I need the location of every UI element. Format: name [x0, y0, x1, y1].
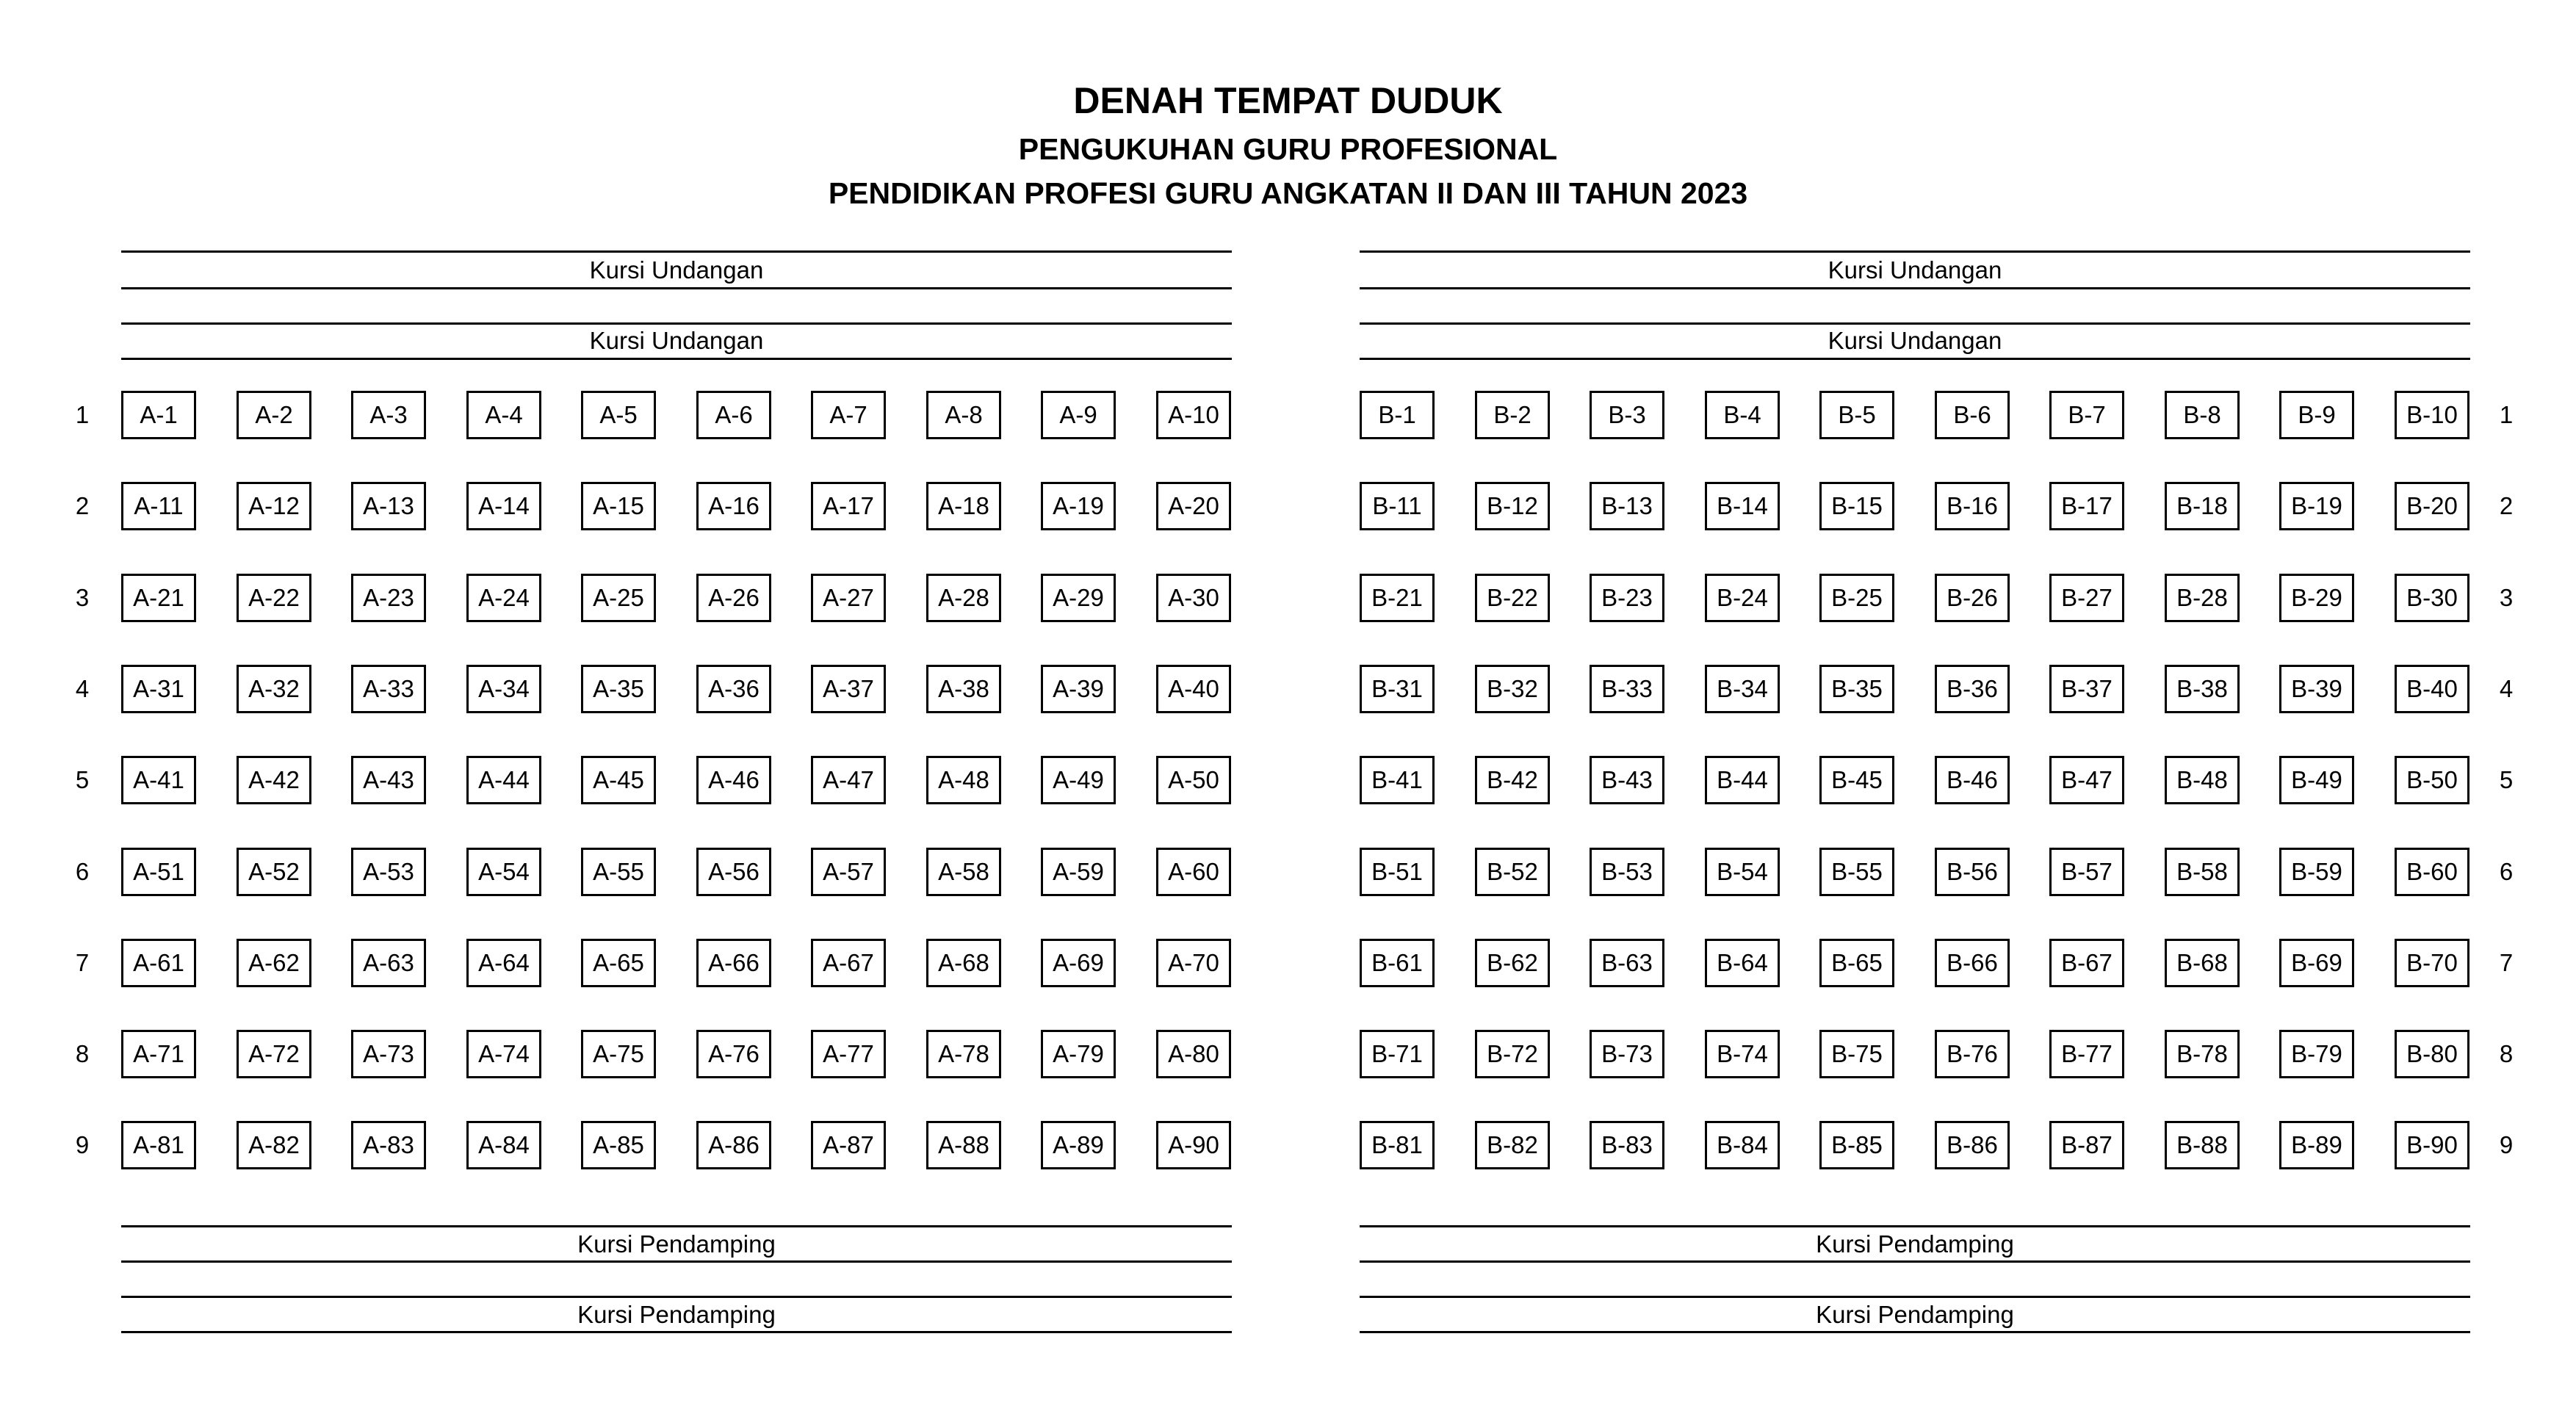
seat: B-23	[1590, 574, 1664, 622]
seat: A-37	[811, 665, 886, 713]
seat: A-10	[1156, 391, 1231, 439]
seat: A-66	[696, 939, 771, 987]
seat: A-3	[351, 391, 426, 439]
companion-seats-label: Kursi Pendamping	[1816, 1230, 2014, 1258]
seat: A-81	[121, 1121, 196, 1169]
seat: B-82	[1475, 1121, 1550, 1169]
seat: A-28	[926, 574, 1001, 622]
seat: A-41	[121, 756, 196, 804]
seat: B-53	[1590, 848, 1664, 896]
seat: A-14	[466, 482, 541, 530]
companion-seats-label: Kursi Pendamping	[577, 1301, 776, 1328]
seat: B-42	[1475, 756, 1550, 804]
row-number: 7	[2499, 949, 2514, 976]
seat: B-61	[1360, 939, 1435, 987]
seat: A-12	[237, 482, 311, 530]
seat: B-79	[2279, 1030, 2354, 1078]
seat: B-12	[1475, 482, 1550, 530]
seat: B-30	[2395, 574, 2469, 622]
seat: B-40	[2395, 665, 2469, 713]
seat: A-89	[1041, 1121, 1116, 1169]
seat: A-25	[581, 574, 656, 622]
seat: A-44	[466, 756, 541, 804]
divider-line	[1360, 250, 2470, 253]
row-number: 8	[75, 1040, 90, 1067]
seat: A-60	[1156, 848, 1231, 896]
row-number: 5	[75, 766, 90, 793]
seat: A-21	[121, 574, 196, 622]
seat: B-87	[2049, 1121, 2124, 1169]
seat: B-26	[1935, 574, 2010, 622]
seat: A-39	[1041, 665, 1116, 713]
invited-seats-label: Kursi Undangan	[1828, 327, 2002, 354]
divider-line	[1360, 287, 2470, 289]
row-number: 1	[75, 401, 90, 428]
seat: B-50	[2395, 756, 2469, 804]
seat: A-71	[121, 1030, 196, 1078]
divider-line	[121, 1331, 1232, 1333]
seat: B-51	[1360, 848, 1435, 896]
seat: A-19	[1041, 482, 1116, 530]
seat: A-76	[696, 1030, 771, 1078]
divider-line	[121, 358, 1232, 360]
seat: A-38	[926, 665, 1001, 713]
seat: B-66	[1935, 939, 2010, 987]
invited-seats-label: Kursi Undangan	[589, 327, 764, 354]
seat: A-79	[1041, 1030, 1116, 1078]
seat: A-35	[581, 665, 656, 713]
seat: B-39	[2279, 665, 2354, 713]
seat: A-85	[581, 1121, 656, 1169]
row-number: 6	[75, 858, 90, 885]
seat: B-15	[1819, 482, 1894, 530]
seat: B-16	[1935, 482, 2010, 530]
seat: B-2	[1475, 391, 1550, 439]
seat: A-57	[811, 848, 886, 896]
seat: A-58	[926, 848, 1001, 896]
seat: B-20	[2395, 482, 2469, 530]
seat: A-4	[466, 391, 541, 439]
seat: B-11	[1360, 482, 1435, 530]
row-number: 9	[75, 1131, 90, 1158]
row-number: 3	[2499, 584, 2514, 611]
seat: B-73	[1590, 1030, 1664, 1078]
page-subtitle: PENGUKUHAN GURU PROFESIONAL	[1018, 132, 1558, 166]
seat: B-84	[1705, 1121, 1780, 1169]
seat: A-72	[237, 1030, 311, 1078]
seat: B-54	[1705, 848, 1780, 896]
seat: B-78	[2165, 1030, 2240, 1078]
seat: B-14	[1705, 482, 1780, 530]
seat: A-82	[237, 1121, 311, 1169]
seat: B-44	[1705, 756, 1780, 804]
companion-seats-label: Kursi Pendamping	[1816, 1301, 2014, 1328]
seat: B-33	[1590, 665, 1664, 713]
seat: B-86	[1935, 1121, 2010, 1169]
seat: B-60	[2395, 848, 2469, 896]
seat: B-59	[2279, 848, 2354, 896]
seat: A-54	[466, 848, 541, 896]
seat: A-26	[696, 574, 771, 622]
row-number: 8	[2499, 1040, 2514, 1067]
seat: B-70	[2395, 939, 2469, 987]
seat: A-29	[1041, 574, 1116, 622]
row-number: 3	[75, 584, 90, 611]
divider-line	[1360, 358, 2470, 360]
seat: B-72	[1475, 1030, 1550, 1078]
row-number: 1	[2499, 401, 2514, 428]
seat: A-84	[466, 1121, 541, 1169]
seat: B-17	[2049, 482, 2124, 530]
divider-line	[1360, 1260, 2470, 1263]
seat: B-47	[2049, 756, 2124, 804]
seat: A-40	[1156, 665, 1231, 713]
seat: A-33	[351, 665, 426, 713]
row-number: 6	[2499, 858, 2514, 885]
seat: B-88	[2165, 1121, 2240, 1169]
seat: B-68	[2165, 939, 2240, 987]
seat: A-13	[351, 482, 426, 530]
seat: B-7	[2049, 391, 2124, 439]
divider-line	[121, 287, 1232, 289]
seat: B-80	[2395, 1030, 2469, 1078]
invited-seats-label: Kursi Undangan	[589, 256, 764, 284]
seat: B-76	[1935, 1030, 2010, 1078]
seat: B-6	[1935, 391, 2010, 439]
seat: B-31	[1360, 665, 1435, 713]
seat: B-52	[1475, 848, 1550, 896]
seat: A-11	[121, 482, 196, 530]
seat: A-46	[696, 756, 771, 804]
invited-seats-label: Kursi Undangan	[1828, 256, 2002, 284]
seat: A-86	[696, 1121, 771, 1169]
seat: A-24	[466, 574, 541, 622]
seat: A-88	[926, 1121, 1001, 1169]
seat: B-35	[1819, 665, 1894, 713]
seat: A-16	[696, 482, 771, 530]
seat: B-25	[1819, 574, 1894, 622]
seat: A-2	[237, 391, 311, 439]
seat: A-90	[1156, 1121, 1231, 1169]
seat: B-28	[2165, 574, 2240, 622]
seat: B-62	[1475, 939, 1550, 987]
seat: A-69	[1041, 939, 1116, 987]
seat: B-41	[1360, 756, 1435, 804]
seat: A-23	[351, 574, 426, 622]
page-subtitle-2: PENDIDIKAN PROFESI GURU ANGKATAN II DAN III TAHUN 2023	[828, 176, 1748, 210]
seat: B-4	[1705, 391, 1780, 439]
seat: B-55	[1819, 848, 1894, 896]
seat: B-36	[1935, 665, 2010, 713]
seat: B-74	[1705, 1030, 1780, 1078]
seat: B-57	[2049, 848, 2124, 896]
seat: B-32	[1475, 665, 1550, 713]
seat: A-47	[811, 756, 886, 804]
seat: A-59	[1041, 848, 1116, 896]
seat: A-6	[696, 391, 771, 439]
seat: B-49	[2279, 756, 2354, 804]
seat: B-29	[2279, 574, 2354, 622]
seat: A-42	[237, 756, 311, 804]
seat: A-80	[1156, 1030, 1231, 1078]
seat: A-18	[926, 482, 1001, 530]
seat: B-21	[1360, 574, 1435, 622]
row-number: 2	[2499, 492, 2514, 519]
seat: A-67	[811, 939, 886, 987]
seat: B-77	[2049, 1030, 2124, 1078]
seat: A-74	[466, 1030, 541, 1078]
divider-line	[121, 250, 1232, 253]
seat: A-34	[466, 665, 541, 713]
seat: A-9	[1041, 391, 1116, 439]
seat: B-46	[1935, 756, 2010, 804]
seat: B-83	[1590, 1121, 1664, 1169]
seat: A-50	[1156, 756, 1231, 804]
seat: B-10	[2395, 391, 2469, 439]
seat: B-13	[1590, 482, 1664, 530]
row-number: 4	[2499, 675, 2514, 702]
seat: B-65	[1819, 939, 1894, 987]
seat: A-49	[1041, 756, 1116, 804]
seat: B-3	[1590, 391, 1664, 439]
seat: A-51	[121, 848, 196, 896]
row-number: 7	[75, 949, 90, 976]
seat: B-89	[2279, 1121, 2354, 1169]
seat: B-48	[2165, 756, 2240, 804]
seat: B-1	[1360, 391, 1435, 439]
seat: B-27	[2049, 574, 2124, 622]
seat: A-68	[926, 939, 1001, 987]
seat: B-18	[2165, 482, 2240, 530]
seat: B-37	[2049, 665, 2124, 713]
row-number: 9	[2499, 1131, 2514, 1158]
seat: A-62	[237, 939, 311, 987]
seat: B-90	[2395, 1121, 2469, 1169]
seat: A-56	[696, 848, 771, 896]
seat: A-7	[811, 391, 886, 439]
seat: B-22	[1475, 574, 1550, 622]
seat: A-77	[811, 1030, 886, 1078]
seat: A-30	[1156, 574, 1231, 622]
seat: A-43	[351, 756, 426, 804]
seat: A-87	[811, 1121, 886, 1169]
seat: A-22	[237, 574, 311, 622]
seat: B-5	[1819, 391, 1894, 439]
seat: A-70	[1156, 939, 1231, 987]
seat: B-45	[1819, 756, 1894, 804]
seat: B-64	[1705, 939, 1780, 987]
seat: A-36	[696, 665, 771, 713]
seat: A-73	[351, 1030, 426, 1078]
row-number: 2	[75, 492, 90, 519]
seat: A-64	[466, 939, 541, 987]
section-a	[121, 0, 1232, 1414]
seat: A-55	[581, 848, 656, 896]
seat: A-31	[121, 665, 196, 713]
seat: A-78	[926, 1030, 1001, 1078]
seat: A-61	[121, 939, 196, 987]
seat: B-56	[1935, 848, 2010, 896]
seat: A-27	[811, 574, 886, 622]
seat: B-75	[1819, 1030, 1894, 1078]
seat: B-8	[2165, 391, 2240, 439]
seat: B-43	[1590, 756, 1664, 804]
page-title: DENAH TEMPAT DUDUK	[1073, 80, 1503, 121]
seat: B-34	[1705, 665, 1780, 713]
seat: A-63	[351, 939, 426, 987]
seat: A-8	[926, 391, 1001, 439]
divider-line	[1360, 1331, 2470, 1333]
seat: A-83	[351, 1121, 426, 1169]
seat: B-9	[2279, 391, 2354, 439]
seat: A-20	[1156, 482, 1231, 530]
seat: B-38	[2165, 665, 2240, 713]
seat: B-85	[1819, 1121, 1894, 1169]
seat: A-53	[351, 848, 426, 896]
seat: A-15	[581, 482, 656, 530]
seat: A-65	[581, 939, 656, 987]
seat: A-5	[581, 391, 656, 439]
section-b	[1360, 0, 2470, 1414]
row-number: 4	[75, 675, 90, 702]
seat: B-19	[2279, 482, 2354, 530]
seat: B-24	[1705, 574, 1780, 622]
seat: B-63	[1590, 939, 1664, 987]
seat: A-75	[581, 1030, 656, 1078]
seat: A-52	[237, 848, 311, 896]
seat: A-48	[926, 756, 1001, 804]
seat: A-45	[581, 756, 656, 804]
seat: A-1	[121, 391, 196, 439]
seat: B-71	[1360, 1030, 1435, 1078]
seat: A-17	[811, 482, 886, 530]
seat: B-81	[1360, 1121, 1435, 1169]
seat: B-58	[2165, 848, 2240, 896]
seat: B-69	[2279, 939, 2354, 987]
companion-seats-label: Kursi Pendamping	[577, 1230, 776, 1258]
seat: B-67	[2049, 939, 2124, 987]
divider-line	[121, 1260, 1232, 1263]
row-number: 5	[2499, 766, 2514, 793]
seat: A-32	[237, 665, 311, 713]
